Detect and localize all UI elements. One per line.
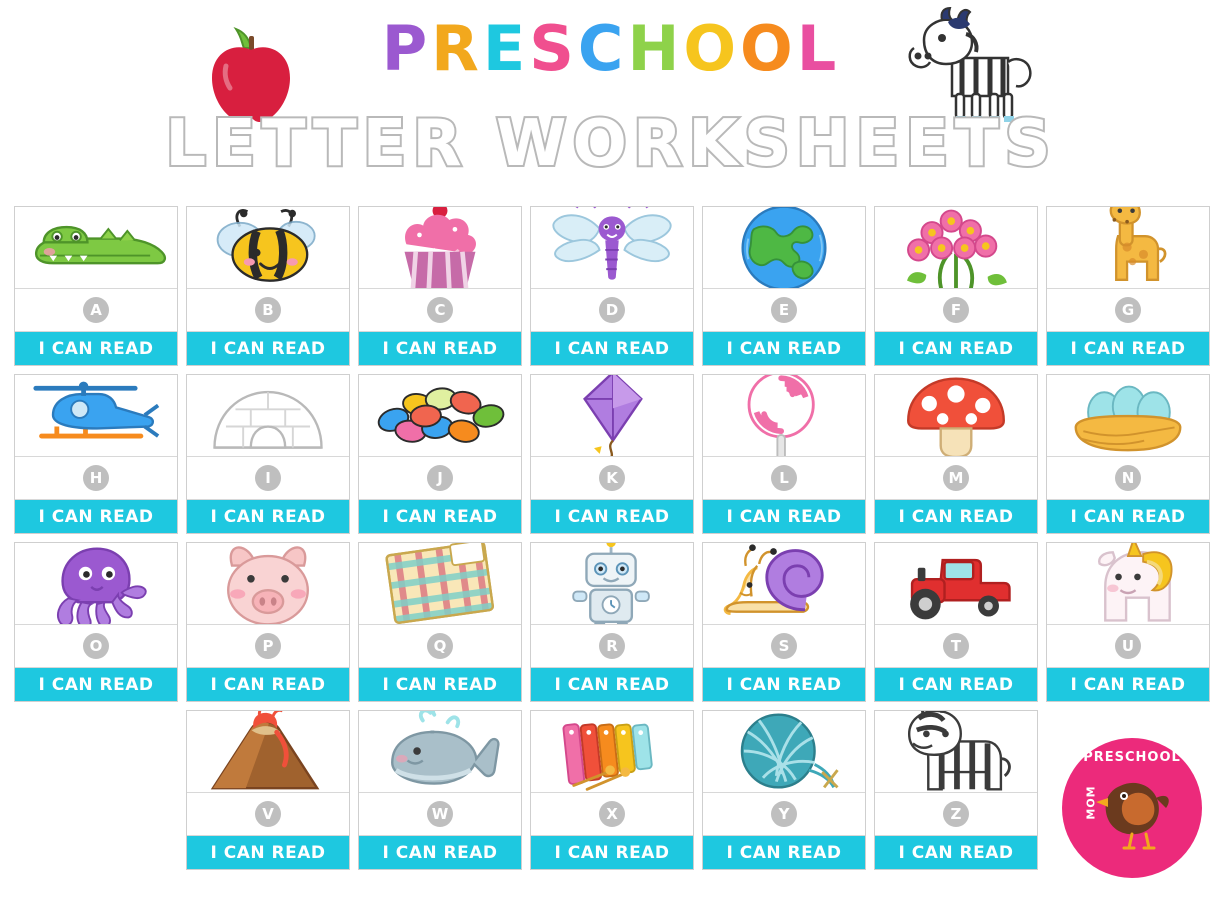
letter-row-h	[15, 457, 177, 500]
letter-row-c	[359, 289, 521, 332]
yarn-icon	[703, 711, 865, 793]
i-can-read-band[interactable]: I CAN READ	[187, 836, 349, 869]
letter-badge: T	[943, 633, 969, 659]
letter-badge: I	[255, 465, 281, 491]
letter-card-grid	[14, 206, 1210, 878]
letter-card-i[interactable]	[186, 374, 350, 534]
letter-badge: S	[771, 633, 797, 659]
i-can-read-band[interactable]: I CAN READ	[703, 668, 865, 701]
letter-card-j[interactable]	[358, 374, 522, 534]
title-letter-8: L	[796, 12, 841, 85]
letter-card-b[interactable]	[186, 206, 350, 366]
letter-card-u[interactable]	[1046, 542, 1210, 702]
logo-left-text: MOM	[1084, 785, 1098, 820]
i-can-read-band[interactable]: I CAN READ	[359, 836, 521, 869]
page-title-primary	[0, 12, 1222, 85]
alligator-icon	[15, 207, 177, 289]
page-header	[0, 0, 1222, 200]
letter-row-u	[1047, 625, 1209, 668]
i-can-read-band[interactable]: I CAN READ	[1047, 332, 1209, 365]
logo-top-text: PRESCHOOL	[1083, 750, 1181, 765]
letter-card-w[interactable]	[358, 710, 522, 870]
letter-row-f	[875, 289, 1037, 332]
letter-card-x[interactable]	[530, 710, 694, 870]
letter-row-q	[359, 625, 521, 668]
title-letter-1: R	[431, 12, 483, 85]
i-can-read-band[interactable]: I CAN READ	[15, 332, 177, 365]
i-can-read-band[interactable]: I CAN READ	[703, 332, 865, 365]
letter-card-d[interactable]	[530, 206, 694, 366]
i-can-read-band[interactable]: I CAN READ	[875, 836, 1037, 869]
letter-badge: A	[83, 297, 109, 323]
letter-badge: Q	[427, 633, 453, 659]
title-letter-7: O	[740, 12, 797, 85]
letter-badge: Y	[771, 801, 797, 827]
letter-badge: J	[427, 465, 453, 491]
letter-badge: N	[1115, 465, 1141, 491]
letter-card-z[interactable]	[874, 710, 1038, 870]
letter-row-p	[187, 625, 349, 668]
letter-card-g[interactable]	[1046, 206, 1210, 366]
robot-icon	[531, 543, 693, 625]
letter-row-y	[703, 793, 865, 836]
cupcake-icon	[359, 207, 521, 289]
bird-icon	[1062, 738, 1202, 878]
title-letter-6: O	[683, 12, 741, 85]
i-can-read-band[interactable]: I CAN READ	[875, 500, 1037, 533]
letter-badge: D	[599, 297, 625, 323]
preschool-mom-logo[interactable]	[1062, 738, 1202, 878]
igloo-icon	[187, 375, 349, 457]
letter-card-n[interactable]	[1046, 374, 1210, 534]
letter-row-a	[15, 289, 177, 332]
i-can-read-band[interactable]: I CAN READ	[359, 668, 521, 701]
title-letter-0: P	[381, 12, 432, 85]
letter-card-q[interactable]	[358, 542, 522, 702]
i-can-read-band[interactable]: I CAN READ	[703, 500, 865, 533]
letter-card-p[interactable]	[186, 542, 350, 702]
unicorn-icon	[1047, 543, 1209, 625]
letter-row-m	[875, 457, 1037, 500]
helicopter-icon	[15, 375, 177, 457]
letter-badge: U	[1115, 633, 1141, 659]
letter-card-y[interactable]	[702, 710, 866, 870]
letter-row-g	[1047, 289, 1209, 332]
letter-badge: X	[599, 801, 625, 827]
letter-card-s[interactable]	[702, 542, 866, 702]
mushroom-icon	[875, 375, 1037, 457]
i-can-read-band[interactable]: I CAN READ	[1047, 668, 1209, 701]
kite-icon	[531, 375, 693, 457]
letter-row-r	[531, 625, 693, 668]
i-can-read-band[interactable]: I CAN READ	[187, 332, 349, 365]
i-can-read-band[interactable]: I CAN READ	[359, 332, 521, 365]
letter-card-l[interactable]	[702, 374, 866, 534]
card-row-2	[14, 374, 1210, 534]
letter-row-n	[1047, 457, 1209, 500]
letter-badge: F	[943, 297, 969, 323]
letter-card-h[interactable]	[14, 374, 178, 534]
letter-row-k	[531, 457, 693, 500]
whale-icon	[359, 711, 521, 793]
i-can-read-band[interactable]: I CAN READ	[1047, 500, 1209, 533]
letter-badge: V	[255, 801, 281, 827]
jellybeans-icon	[359, 375, 521, 457]
quilt-icon	[359, 543, 521, 625]
tractor-icon	[875, 543, 1037, 625]
letter-card-t[interactable]	[874, 542, 1038, 702]
letter-card-c[interactable]	[358, 206, 522, 366]
letter-row-d	[531, 289, 693, 332]
i-can-read-band[interactable]: I CAN READ	[703, 836, 865, 869]
letter-badge: O	[83, 633, 109, 659]
letter-badge: M	[943, 465, 969, 491]
letter-card-e[interactable]	[702, 206, 866, 366]
title-preschool	[381, 12, 841, 85]
letter-row-s	[703, 625, 865, 668]
i-can-read-band[interactable]: I CAN READ	[531, 332, 693, 365]
letter-badge: B	[255, 297, 281, 323]
i-can-read-band[interactable]: I CAN READ	[187, 668, 349, 701]
letter-card-f[interactable]	[874, 206, 1038, 366]
lollipop-icon	[703, 375, 865, 457]
letter-row-l	[703, 457, 865, 500]
flowers-icon	[875, 207, 1037, 289]
i-can-read-band[interactable]: I CAN READ	[15, 668, 177, 701]
letter-card-v[interactable]	[186, 710, 350, 870]
letter-card-o[interactable]	[14, 542, 178, 702]
letter-badge: E	[771, 297, 797, 323]
card-row-3	[14, 542, 1210, 702]
title-letter-4: C	[577, 12, 628, 85]
letter-row-t	[875, 625, 1037, 668]
title-letter-3: S	[529, 12, 578, 85]
snail-icon	[703, 543, 865, 625]
letter-badge: C	[427, 297, 453, 323]
letter-badge: K	[599, 465, 625, 491]
letter-badge: R	[599, 633, 625, 659]
letter-row-e	[703, 289, 865, 332]
letter-badge: G	[1115, 297, 1141, 323]
letter-row-j	[359, 457, 521, 500]
i-can-read-band[interactable]: I CAN READ	[187, 500, 349, 533]
octopus-icon	[15, 543, 177, 625]
title-letter-5: H	[627, 12, 684, 85]
card-row-1	[14, 206, 1210, 366]
bee-icon	[187, 207, 349, 289]
i-can-read-band[interactable]: I CAN READ	[875, 668, 1037, 701]
i-can-read-band[interactable]: I CAN READ	[15, 500, 177, 533]
xylophone-icon	[531, 711, 693, 793]
letter-card-r[interactable]	[530, 542, 694, 702]
i-can-read-band[interactable]: I CAN READ	[359, 500, 521, 533]
letter-row-o	[15, 625, 177, 668]
giraffe-icon	[1047, 207, 1209, 289]
letter-badge: W	[427, 801, 453, 827]
i-can-read-band[interactable]: I CAN READ	[531, 836, 693, 869]
page-title-secondary: LETTER WORKSHEETS	[165, 107, 1057, 181]
letter-badge: L	[771, 465, 797, 491]
i-can-read-band[interactable]: I CAN READ	[875, 332, 1037, 365]
letter-row-v	[187, 793, 349, 836]
letter-card-k[interactable]	[530, 374, 694, 534]
zebra-icon	[875, 711, 1037, 793]
letter-row-x	[531, 793, 693, 836]
letter-badge: Z	[943, 801, 969, 827]
title-letter-2: E	[482, 12, 530, 85]
letter-badge: H	[83, 465, 109, 491]
nest-icon	[1047, 375, 1209, 457]
volcano-icon	[187, 711, 349, 793]
letter-row-z	[875, 793, 1037, 836]
pig-icon	[187, 543, 349, 625]
letter-row-w	[359, 793, 521, 836]
i-can-read-band[interactable]: I CAN READ	[531, 500, 693, 533]
letter-row-b	[187, 289, 349, 332]
earth-icon	[703, 207, 865, 289]
i-can-read-band[interactable]: I CAN READ	[531, 668, 693, 701]
card-row-4	[14, 710, 1210, 870]
letter-card-m[interactable]	[874, 374, 1038, 534]
letter-row-i	[187, 457, 349, 500]
letter-card-a[interactable]	[14, 206, 178, 366]
dragonfly-icon	[531, 207, 693, 289]
letter-badge: P	[255, 633, 281, 659]
